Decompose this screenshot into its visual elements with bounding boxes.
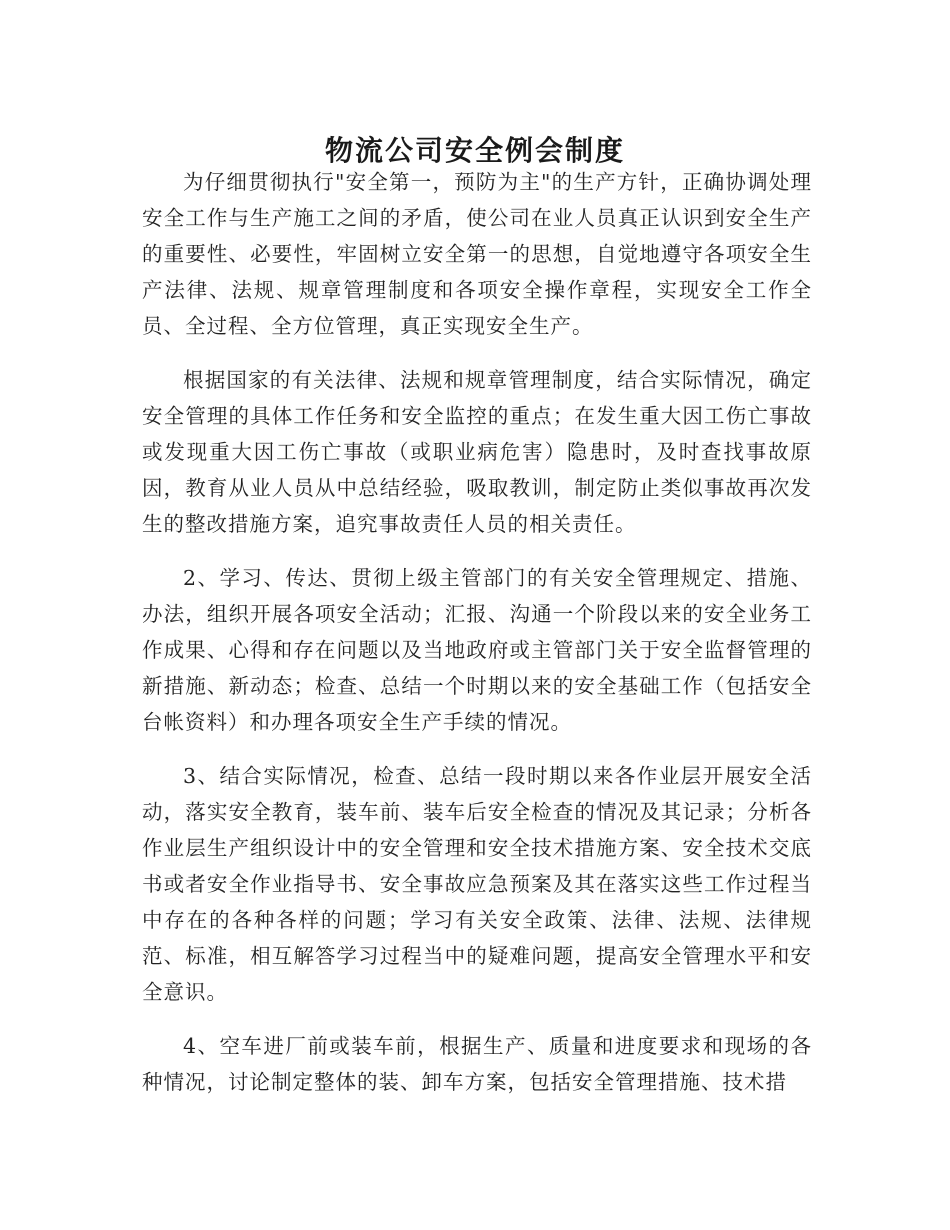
paragraph-intro: 为仔细贯彻执行"安全第一，预防为主"的生产方针，正确协调处理安全工作与生产施工之间的矛盾，使公司在业人员真正认识到安全生产的重要性、必要性，牢固树立安全第一的思想，自觉地遵守各项安全生产法律、法规、规章管理制度和各项安全操作章程，实现安全工作全员、全过程、全方位管理，真正实现安全生产。 — [142, 170, 812, 338]
document-body — [142, 164, 812, 1118]
paragraph-3: 3、结合实际情况，检查、总结一段时期以来各作业层开展安全活动，落实安全教育，装车前、装车后安全检查的情况及其记录；分析各作业层生产组织设计中的安全管理和安全技术措施方案、安全技术交底书或者安全作业指导书、安全事故应急预案及其在落实这些工作过程当中存在的各种各样的问题；学习有关安全政策、法律、法规、法律规范、标准，相互解答学习过程当中的疑难问题，提高安全管理水平和安全意识。 — [142, 764, 812, 1004]
document-title: 物流公司安全例会制度 — [324, 133, 625, 167]
paragraph-2: 2、学习、传达、贯彻上级主管部门的有关安全管理规定、措施、办法，组织开展各项安全活动；汇报、沟通一个阶段以来的安全业务工作成果、心得和存在问题以及当地政府或主管部门关于安全监督管理的新措施、新动态；检查、总结一个时期以来的安全基础工作（包括安全台帐资料）和办理各项安全生产手续的情况。 — [142, 566, 812, 734]
paragraph-1: 根据国家的有关法律、法规和规章管理制度，结合实际情况，确定安全管理的具体工作任务和安全监控的重点；在发生重大因工伤亡事故或发现重大因工伤亡事故（或职业病危害）隐患时，及时查找事故原因，教育从业人员从中总结经验，吸取教训，制定防止类似事故再次发生的整改措施方案，追究事故责任人员的相关责任。 — [142, 368, 812, 536]
paragraph-4: 4、空车进厂前或装车前，根据生产、质量和进度要求和现场的各种情况，讨论制定整体的装、卸车方案，包括安全管理措施、技术措 — [142, 1034, 812, 1094]
